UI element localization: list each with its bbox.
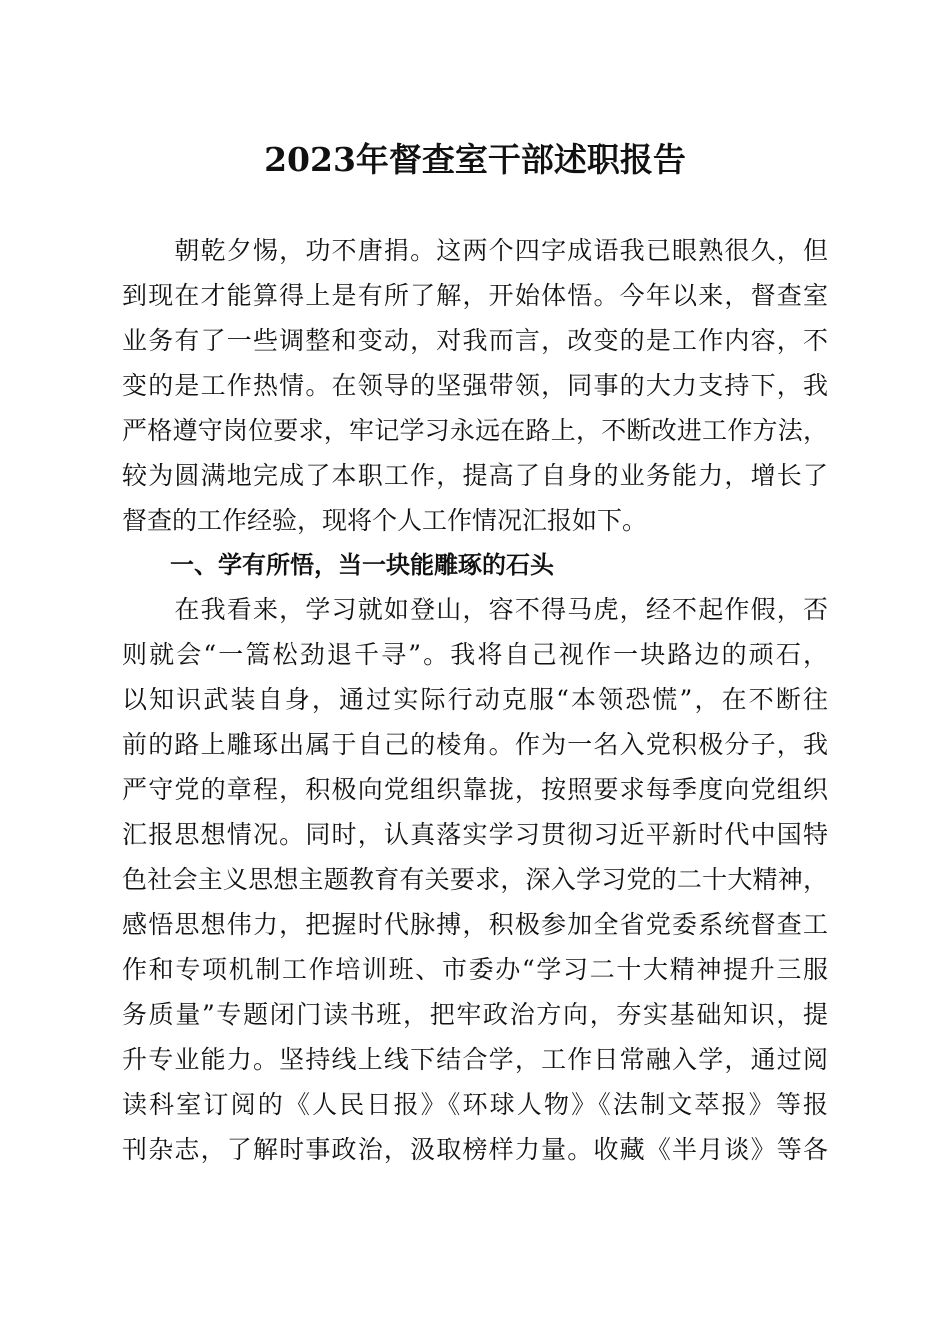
paragraph-1-line-3: 业务有了一些调整和变动，对我而言，改变的是工作内容，不 — [122, 326, 828, 355]
paragraph-2-line-8: 感悟思想伟力，把握时代脉搏，积极参加全省党委系统督查工 — [122, 910, 828, 939]
paragraph-2-line-1: 在我看来，学习就如登山，容不得马虎，经不起作假，否 — [122, 595, 828, 624]
paragraph-2-line-4: 前的路上雕琢出属于自己的棱角。作为一名入党积极分子，我 — [122, 730, 828, 759]
paragraph-2-line-7: 色社会主义思想主题教育有关要求，深入学习党的二十大精神， — [122, 865, 828, 894]
paragraph-2-line-11: 升专业能力。坚持线上线下结合学，工作日常融入学，通过阅 — [122, 1045, 828, 1074]
paragraph-2-line-6: 汇报思想情况。同时，认真落实学习贯彻习近平新时代中国特 — [122, 820, 828, 849]
document-title: 2023年督查室干部述职报告 — [264, 140, 686, 179]
paragraph-2-line-13: 刊杂志，了解时事政治，汲取榜样力量。收藏《半月谈》等各 — [122, 1135, 828, 1164]
paragraph-2-line-12: 读科室订阅的《人民日报》《环球人物》《法制文萃报》等报 — [122, 1090, 828, 1119]
section-heading-1: 一、学有所悟，当一块能雕琢的石头 — [170, 551, 554, 579]
paragraph-1-line-6: 较为圆满地完成了本职工作，提高了自身的业务能力，增长了 — [122, 461, 828, 490]
paragraph-1-line-5: 严格遵守岗位要求，牢记学习永远在路上，不断改进工作方法， — [122, 416, 828, 445]
paragraph-1-line-1: 朝乾夕惕，功不唐捐。这两个四字成语我已眼熟很久，但 — [122, 236, 828, 265]
paragraph-1-line-2: 到现在才能算得上是有所了解，开始体悟。今年以来，督查室 — [122, 281, 828, 310]
paragraph-2-line-9: 作和专项机制工作培训班、市委办“学习二十大精神提升三服 — [122, 955, 828, 984]
paragraph-2-line-3: 以知识武装自身，通过实际行动克服“本领恐慌”，在不断往 — [122, 685, 828, 714]
paragraph-2-line-10: 务质量”专题闭门读书班，把牢政治方向，夯实基础知识，提 — [122, 1000, 828, 1029]
paragraph-1-line-4: 变的是工作热情。在领导的坚强带领，同事的大力支持下，我 — [122, 371, 828, 400]
paragraph-1-line-7: 督查的工作经验，现将个人工作情况汇报如下。 — [122, 506, 648, 535]
paragraph-2-line-5: 严守党的章程，积极向党组织靠拢，按照要求每季度向党组织 — [122, 775, 828, 804]
paragraph-2-line-2: 则就会“一篙松劲退千寻”。我将自己视作一块路边的顽石， — [122, 640, 828, 669]
